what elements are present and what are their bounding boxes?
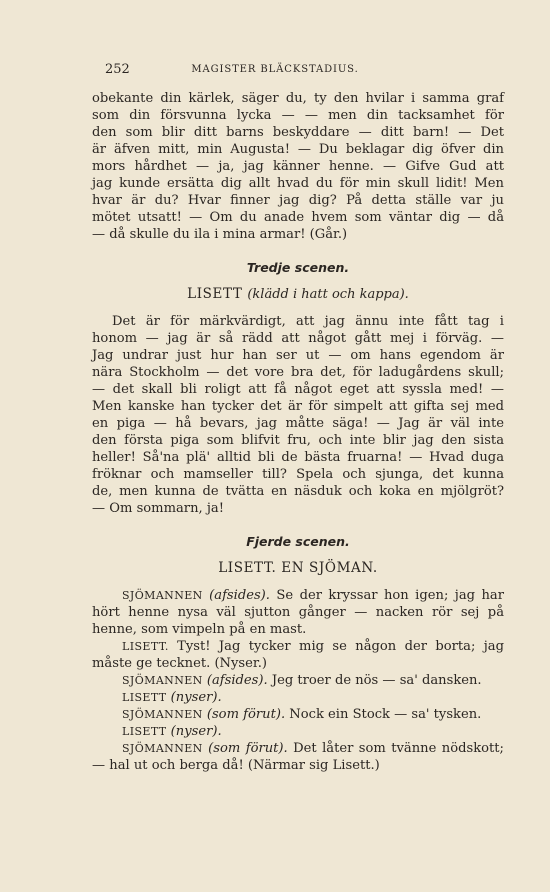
text-line: — det skall bli roligt att få något eget att syssla med! — [92,382,504,397]
speech-text: Det låter som tvänne nödskott; [293,741,504,756]
speech-text: — hal ut och berga då! (Närmar sig Lisett.) [92,758,380,773]
speaker-name: LISETT [122,691,167,704]
page-header [0,62,550,80]
stage-direction: (afsides). [206,673,268,688]
speech-text: hört henne nysa väl sjutton gånger — nacken rör sej på [92,605,504,620]
paragraph-1 [92,90,504,243]
text-line: honom — jag är så rädd att något gått mej i förväg. — [92,331,504,346]
stage-direction: (afsides). [209,588,270,603]
dialogue-entry [92,638,504,672]
text-line: heller! Så'na plä' alltid bli de bästa fruarna! — Hvad duga [92,450,504,465]
stage-direction: (nyser). [170,690,222,705]
dialogue [92,587,504,774]
scene-heading-3: Tredje scenen. [246,260,350,275]
text-line: är äfven mitt, min Augusta! — Du beklagar dig öfver din [92,142,504,157]
speaker-name: SJÖMANNEN [122,708,203,721]
scene-4-cast: LISETT. EN SJÖMAN. [218,560,378,576]
cast-name: LISETT [187,286,243,302]
speaker-name: SJÖMANNEN [122,742,203,755]
page-body [92,90,504,774]
text-line: obekante din kärlek, säger du, ty den hvilar i samma graf [92,91,504,106]
text-line: de, men kunna de tvätta en näsduk och koka en mjölgröt? [92,484,504,499]
dialogue-entry [92,723,504,740]
text-line: — då skulle du ila i mina armar! (Går.) [92,227,348,242]
dialogue-entry [92,706,504,723]
text-line: jag kunde ersätta dig allt hvad du för min skull lidit! Men [92,176,504,191]
stage-direction: (klädd i hatt och kappa). [247,287,409,302]
speaker-name: LISETT [122,725,167,738]
text-line: mötet utsatt! — Om du anade hvem som väntar dig — då [92,210,504,225]
text-line: nära Stockholm — det vore bra det, för ladugårdens skull; [92,365,504,380]
text-line: som din försvunna lycka — — men din tacksamhet för [92,108,504,123]
paragraph-2 [92,313,504,517]
speaker-name: SJÖMANNEN [122,674,203,687]
speech-text: Tyst! Jag tycker mig se någon der borta; jag [177,639,504,654]
stage-direction: (som förut). [208,741,288,756]
speech-text: henne, som vimpeln på en mast. [92,622,307,637]
speech-text: måste ge tecknet. (Nyser.) [92,656,267,671]
running-title: MAGISTER BLÄCKSTADIUS. [191,64,359,75]
stage-direction: (nyser). [170,724,222,739]
speaker-name: LISETT. [122,640,169,653]
dialogue-entry [92,672,504,689]
text-line: fröknar och mamseller till? Spela och sjunga, det kunna [92,467,504,482]
scene-3-cast [92,286,504,302]
speech-text: Nock ein Stock — sa' tysken. [289,707,482,722]
text-line: — Om sommarn, ja! [92,501,224,516]
stage-direction: (som förut). [206,707,286,722]
text-line: Men kanske han tycker det är för simpelt att gifta sej med [92,399,504,414]
dialogue-entry [92,689,504,706]
text-line: mors hårdhet — ja, jag känner henne. — Gifve Gud att [92,159,504,174]
text-line: en piga — hå bevars, jag måtte säga! — Jag är väl inte [92,416,504,431]
text-line: den första piga som blifvit fru, och inte blir jag den sista [92,433,504,448]
scene-heading-4: Fjerde scenen. [246,534,350,549]
text-line: Det är för märkvärdigt, att jag ännu inte fått tag i [112,314,504,329]
speaker-name: SJÖMANNEN [122,589,203,602]
dialogue-entry [92,740,504,774]
text-line: hvar är du? Hvar finner jag dig? På detta ställe var ju [92,193,504,208]
speech-text: Se der kryssar hon igen; jag har [276,588,505,603]
dialogue-entry [92,587,504,638]
text-line: den som blir ditt barns beskyddare — ditt barn! — Det [92,125,504,140]
speech-text: Jeg troer de nös — sa' dansken. [271,673,482,688]
text-line: Jag undrar just hur han ser ut — om hans egendom är [92,348,504,363]
page-number: 252 [105,62,130,77]
